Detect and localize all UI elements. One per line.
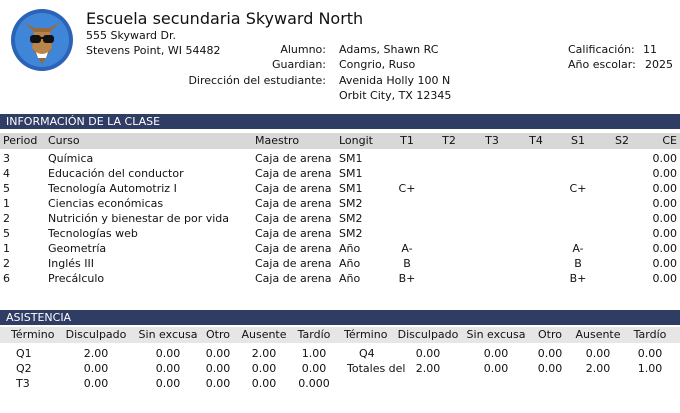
- attendance-cell: Q4: [359, 347, 375, 360]
- class-cell: 0.00: [652, 257, 677, 270]
- attendance-cell: 0.00: [301, 362, 327, 375]
- class-cell: SM2: [339, 227, 363, 240]
- attendance-header-5: Tardío: [297, 328, 331, 341]
- attendance-cell: 0.00: [155, 377, 181, 390]
- attendance-header-4: Ausente: [241, 328, 287, 341]
- class-cell: Caja de arena: [255, 167, 332, 180]
- class-header-0: Period: [3, 134, 38, 147]
- attendance-cell: 0.00: [585, 347, 611, 360]
- class-cell: Caja de arena: [255, 197, 332, 210]
- class-cell: B: [403, 257, 411, 270]
- class-cell: Educación del conductor: [48, 167, 184, 180]
- class-cell: A-: [572, 242, 584, 255]
- class-cell: Geometría: [48, 242, 107, 255]
- attendance-title: ASISTENCIA: [6, 311, 72, 324]
- attendance-cell: 2.00: [415, 362, 441, 375]
- class-cell: 1: [3, 197, 10, 210]
- class-cell: Precálculo: [48, 272, 105, 285]
- class-cell: 4: [3, 167, 10, 180]
- class-cell: Inglés III: [48, 257, 94, 270]
- student-grade: 11: [643, 43, 657, 56]
- class-cell: 0.00: [652, 197, 677, 210]
- class-header-7: T4: [529, 134, 543, 147]
- class-cell: Caja de arena: [255, 227, 332, 240]
- attendance-cell: 2.00: [585, 362, 611, 375]
- class-cell: Año: [339, 242, 361, 255]
- school-year: 2025: [645, 58, 673, 71]
- class-cell: SM1: [339, 152, 363, 165]
- class-cell: Ciencias económicas: [48, 197, 164, 210]
- attendance-cell: 0.00: [251, 362, 277, 375]
- class-cell: SM1: [339, 182, 363, 195]
- class-cell: Caja de arena: [255, 212, 332, 225]
- attendance-cell: 0.00: [83, 377, 109, 390]
- attendance-header-8: Sin excusa: [466, 328, 526, 341]
- attendance-cell: 0.00: [483, 362, 509, 375]
- class-cell: B+: [569, 272, 587, 285]
- attendance-cell: 0.00: [537, 362, 563, 375]
- attendance-cell: 0.00: [205, 347, 231, 360]
- attendance-cell: 2.00: [83, 347, 109, 360]
- class-header-2: Maestro: [255, 134, 300, 147]
- attendance-cell: T3: [16, 377, 30, 390]
- class-cell: 0.00: [652, 242, 677, 255]
- attendance-header-3: Otro: [206, 328, 230, 341]
- school-logo: [10, 8, 74, 72]
- school-name: Escuela secundaria Skyward North: [86, 9, 364, 28]
- class-cell: C+: [569, 182, 587, 195]
- label-calificacion: Calificación:: [568, 43, 635, 56]
- attendance-cell: 0.00: [205, 362, 231, 375]
- class-header-8: S1: [571, 134, 585, 147]
- attendance-cell: 0.00: [205, 377, 231, 390]
- label-guardian: Guardian:: [271, 58, 326, 71]
- class-cell: 5: [3, 227, 10, 240]
- class-cell: Tecnologías web: [48, 227, 138, 240]
- class-cell: C+: [398, 182, 416, 195]
- class-header-4: T1: [400, 134, 414, 147]
- class-cell: 1: [3, 242, 10, 255]
- attendance-cell: 0.000: [298, 377, 330, 390]
- class-cell: 6: [3, 272, 10, 285]
- class-cell: Nutrición y bienestar de por vida: [48, 212, 230, 225]
- attendance-cell: Totales del: [347, 362, 406, 375]
- attendance-header-10: Ausente: [575, 328, 621, 341]
- attendance-cell: 1.00: [637, 362, 663, 375]
- student-address-line1: Avenida Holly 100 N: [339, 74, 451, 87]
- class-cell: Caja de arena: [255, 242, 332, 255]
- class-header-1: Curso: [48, 134, 80, 147]
- class-cell: A-: [401, 242, 413, 255]
- attendance-cell: 0.00: [251, 377, 277, 390]
- attendance-band: [0, 310, 680, 325]
- class-header-6: T3: [485, 134, 499, 147]
- label-alumno: Alumno:: [280, 43, 326, 56]
- mascot-icon: [10, 8, 74, 72]
- class-cell: 0.00: [652, 227, 677, 240]
- class-cell: 2: [3, 257, 10, 270]
- class-cell: 0.00: [652, 152, 677, 165]
- school-street: 555 Skyward Dr.: [86, 29, 176, 42]
- attendance-cell: Q1: [16, 347, 32, 360]
- class-cell: SM2: [339, 212, 363, 225]
- attendance-cell: 0.00: [155, 362, 181, 375]
- attendance-header-2: Sin excusa: [138, 328, 198, 341]
- attendance-header-row: [0, 327, 680, 343]
- attendance-cell: 0.00: [83, 362, 109, 375]
- class-cell: Caja de arena: [255, 152, 332, 165]
- attendance-cell: Q2: [16, 362, 32, 375]
- class-cell: B: [574, 257, 582, 270]
- attendance-cell: 0.00: [415, 347, 441, 360]
- class-cell: SM2: [339, 197, 363, 210]
- attendance-header-1: Disculpado: [65, 328, 127, 341]
- attendance-header-6: Término: [344, 328, 388, 341]
- class-cell: Tecnología Automotriz I: [48, 182, 177, 195]
- class-header-5: T2: [442, 134, 456, 147]
- label-direccion: Dirección del estudiante:: [188, 74, 326, 87]
- class-cell: 0.00: [652, 272, 677, 285]
- attendance-cell: 1.00: [301, 347, 327, 360]
- attendance-header-0: Término: [11, 328, 55, 341]
- student-guardian: Congrio, Ruso: [339, 58, 416, 71]
- class-cell: 2: [3, 212, 10, 225]
- class-header-row: [0, 133, 680, 149]
- class-cell: Caja de arena: [255, 272, 332, 285]
- student-address-line2: Orbit City, TX 12345: [339, 89, 452, 102]
- class-cell: Química: [48, 152, 94, 165]
- attendance-cell: 2.00: [251, 347, 277, 360]
- class-cell: Caja de arena: [255, 182, 332, 195]
- attendance-cell: 0.00: [637, 347, 663, 360]
- attendance-header-9: Otro: [538, 328, 562, 341]
- class-cell: 0.00: [652, 182, 677, 195]
- class-section-title: INFORMACIÓN DE LA CLASE: [6, 115, 161, 128]
- class-cell: 3: [3, 152, 10, 165]
- school-city: Stevens Point, WI 54482: [86, 44, 221, 57]
- class-cell: Año: [339, 272, 361, 285]
- attendance-cell: 0.00: [155, 347, 181, 360]
- class-section-band: [0, 114, 680, 129]
- class-cell: SM1: [339, 167, 363, 180]
- attendance-cell: 0.00: [483, 347, 509, 360]
- class-cell: Año: [339, 257, 361, 270]
- class-cell: 0.00: [652, 212, 677, 225]
- student-name: Adams, Shawn RC: [339, 43, 439, 56]
- class-cell: Caja de arena: [255, 257, 332, 270]
- attendance-header-7: Disculpado: [397, 328, 459, 341]
- class-header-10: CE: [662, 134, 677, 147]
- class-cell: 0.00: [652, 167, 677, 180]
- attendance-header-11: Tardío: [633, 328, 667, 341]
- attendance-cell: 0.00: [537, 347, 563, 360]
- class-cell: B+: [398, 272, 416, 285]
- class-header-3: Longit: [339, 134, 373, 147]
- label-anio-escolar: Año escolar:: [568, 58, 636, 71]
- class-cell: 5: [3, 182, 10, 195]
- class-header-9: S2: [615, 134, 629, 147]
